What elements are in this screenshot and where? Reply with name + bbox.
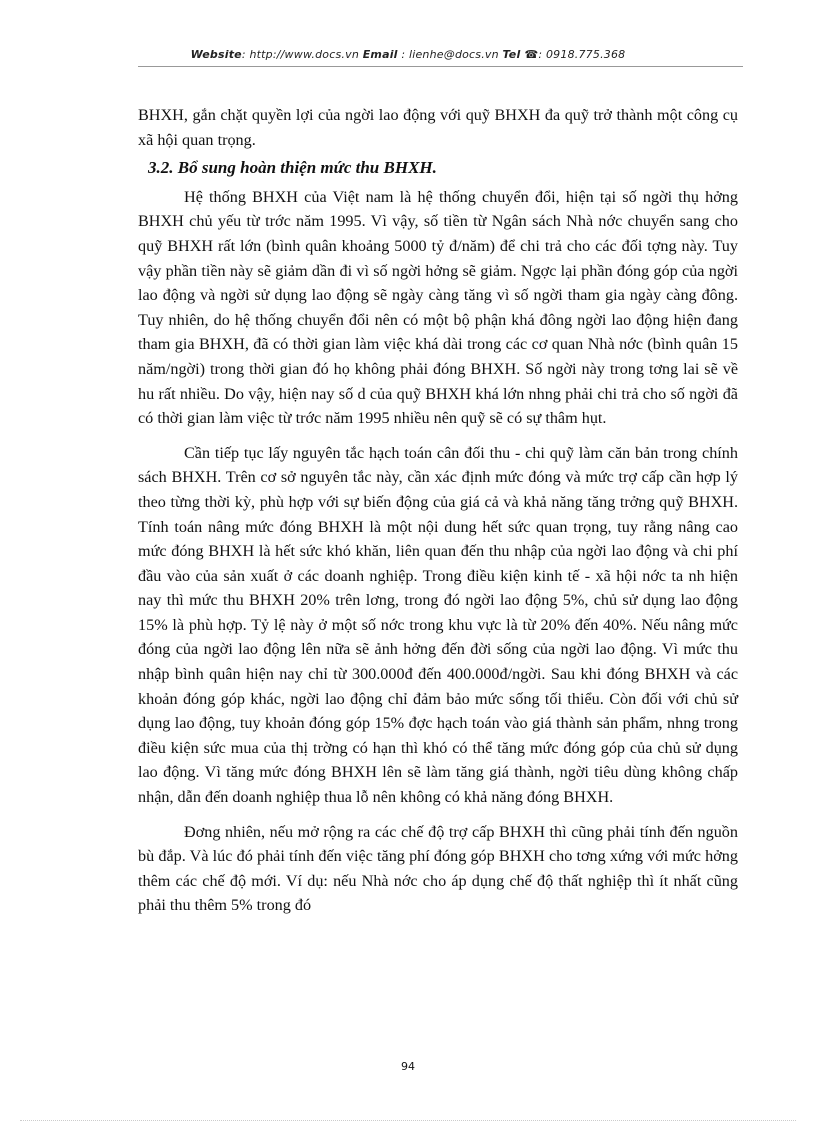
document-body xyxy=(138,103,738,918)
website-value: : http://www.docs.vn xyxy=(241,48,363,61)
email-label: Email xyxy=(362,48,398,61)
footer-divider xyxy=(20,1120,796,1121)
page-number: 94 xyxy=(401,1060,415,1073)
paragraph-2: Cần tiếp tục lấy nguyên tắc hạch toán cân đối thu - chi quỹ làm căn bản trong chính sách BHXH. Trên cơ sở nguyên tắc này, cần xác định mức đóng và mức trợ cấp cần hợp lý theo từng thời kỳ, phù hợp với sự biến động của giá cả và khả năng tăng trởng quỹ BHXH. Tính toán nâng mức đóng BHXH là một nội dung hết sức quan trọng, tuy rằng nâng cao mức đóng BHXH là hết sức khó khăn, liên quan đến thu nhập của ngời lao động và chi phí đầu vào của sản xuất ở các doanh nghiệp. Trong điều kiện kinh tế - xã hội nớc ta nh hiện nay thì mức thu BHXH 20% trên lơng, trong đó ngời lao động 5%, chủ sử dụng lao động 15% là phù hợp. Tỷ lệ này ở một số nớc trong khu vực là từ 20% đến 40%. Nếu nâng mức đóng của ngời lao động lên nữa sẽ ảnh hởng đến đời sống của ngời lao động. Vì mức thu nhập bình quân hiện nay chỉ từ 300.000đ đến 400.000đ/ngời. Sau khi đóng BHXH và các khoản đóng góp khác, ngời lao động chỉ đảm bảo mức sống tối thiểu. Còn đối với chủ sử dụng lao động, tuy khoản đóng góp 15% đợc hạch toán vào giá thành sản phẩm, nhng trong điều kiện sức mua của thị trờng có hạn thì khó có thể tăng mức đóng góp của chủ sử dụng lao động. Vì tăng mức đóng BHXH lên sẽ làm tăng giá thành, ngời tiêu dùng không chấp nhận, dẫn đến doanh nghiệp thua lỗ nên không có khả năng đóng BHXH. xyxy=(138,443,738,807)
section-heading: 3.2. Bổ sung hoàn thiện mức thu BHXH. xyxy=(148,158,437,178)
tel-label: Tel ☎ xyxy=(502,48,539,61)
paragraph-intro: BHXH, gắn chặt quyền lợi của ngời lao động với quỹ BHXH đa quỹ trở thành một công cụ xã hội quan trọng. xyxy=(138,106,738,149)
page-header xyxy=(0,48,816,61)
tel-value: : 0918.775.368 xyxy=(538,48,626,61)
paragraph-1: Hệ thống BHXH của Việt nam là hệ thống chuyển đổi, hiện tại số ngời thụ hởng BHXH chủ yếu từ trớc năm 1995. Vì vậy, số tiền từ Ngân sách Nhà nớc chuyển sang cho quỹ BHXH rất lớn (bình quân khoảng 5000 tỷ đ/năm) để chi trả cho các đối tợng này. Tuy vậy phần tiền này sẽ giảm dần đi vì số ngời hởng sẽ giảm. Ngợc lại phần đóng góp của ngời lao động và ngời sử dụng lao động sẽ ngày càng tăng vì số ngời tham gia ngày càng đông. Tuy nhiên, do hệ thống chuyển đổi nên có một bộ phận khá đông ngời lao động hiện đang tham gia BHXH, đã có thời gian làm việc khá dài trong các cơ quan Nhà nớc (bình quân 15 năm/ngời) trong thời gian đó họ không phải đóng BHXH. Số ngời này trong tơng lai sẽ về hu rất nhiều. Do vậy, hiện nay số d của quỹ BHXH khá lớn nhng phải chi trả cho số ngời đã có thời gian làm việc từ trớc năm 1995 nhiều nên quỹ sẽ có sự thâm hụt. xyxy=(138,187,738,428)
paragraph-3: Đơng nhiên, nếu mở rộng ra các chế độ trợ cấp BHXH thì cũng phải tính đến nguồn bù đắp. Và lúc đó phải tính đến việc tăng phí đóng góp BHXH cho tơng xứng với mức hởng thêm các chế độ mới. Ví dụ: nếu Nhà nớc cho áp dụng chế độ thất nghiệp thì ít nhất cũng phải thu thêm 5% trong đó xyxy=(138,822,738,915)
header-divider xyxy=(138,66,743,67)
email-value: : lienhe@docs.vn xyxy=(397,48,503,61)
website-label: Website xyxy=(190,48,242,61)
